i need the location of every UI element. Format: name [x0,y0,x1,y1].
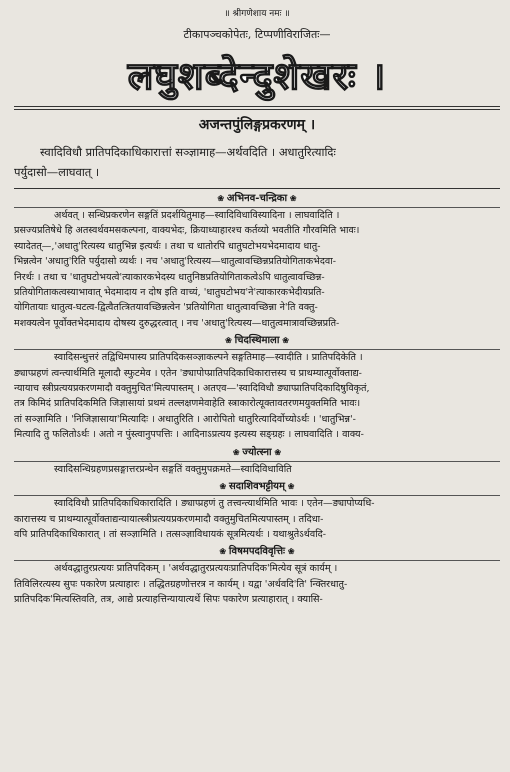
commentary-heading [14,445,500,460]
commentary-paragraph [14,350,500,442]
commentary-line: निरर्थः । तथा च 'धातुघटोभयत्वे'त्याकारकभेदस्य धातुनिष्ठप्रतियोगिताकत्वेऽपि धातुत्वावच्छिन्न- [14,271,325,283]
commentary-paragraph [14,496,500,542]
commentary-paragraph [14,208,500,331]
commentary-line: मित्यादि तु फलितोऽर्थः । अतो न पुंस्त्वानुपपत्तिः । आदिनाऽप्रत्यय इत्यस्य सङ्ग्रहः । लाघवादिति । वाक्य- [14,429,364,441]
commentary-line: प्रातिपदिक'मित्यस्तिवति, तत्र, आद्ये प्रत्याहत्तिन्यायात्यर्थे सिपः पकारेण प्रत्याहारात् । क्यासि- [14,594,323,606]
invocation: ॥ श्रीगणेशाय नमः ॥ [224,9,290,19]
flower-ornament-icon: ❀ [271,446,282,457]
commentary-line: योगितायाः धातुत्व-घटत्व-द्वित्वैतत्त्रितयावच्छिन्नत्वेन 'प्रतियोगिता धातुत्वावच्छिन्ना ने'ति वक्तु- [14,302,318,314]
commentary-line: तिविलिरत्यस्य सुपः पकारेण प्रत्याहारः । तद्धितग्रहणोत्तरत्र न कार्यम् । यद्वा 'अर्थवदि'ति' न्क्तिरधातु- [14,578,348,590]
commentary-heading-label: सदाशिवभट्टीयम् [229,481,285,493]
commentary-heading [14,544,500,559]
commentary-heading [14,191,500,206]
commentary-heading [14,479,500,494]
commentary-line: स्वादिसन्धुत्तरं तद्विधिमपास्य प्रातिपदिकसञ्ज्ञाकल्पने सङ्गतिमाह—स्वादीति । प्रातिपदिकेति । [54,352,363,364]
flower-ornament-icon: ❀ [284,481,295,492]
commentary-heading-label: चिदस्थिमाला [234,335,280,347]
page-title: लघुशब्देन्दुशेखरः । [127,53,387,98]
mula-line: पर्युदासो—लाघवात् । [14,165,100,179]
mula-text [14,142,500,182]
commentary-heading [14,333,500,348]
commentary-line: भिन्नत्वेन 'अधातु'रिति पर्युदासो व्यर्थः । नच 'अधातु'रित्यस्य—धातुत्वावच्छिन्नप्रतियोगिताकभेदवा- [14,256,336,268]
commentary-line: वपि प्रातिपदिकाधिकारात् । तां सञ्ज्ञामिति । तत्सञ्ज्ञाविधायकं सूत्रमित्यर्थः । यथाश्रुतेऽर्थवदि- [14,528,327,540]
commentary-heading-label: ज्योत्स्ना [242,446,272,458]
mula-line: स्वादिविधौ प्रातिपदिकाधिकारात्तां सञ्ज्ञामाह—अर्थवदिति । अधातुरित्यादिः [40,145,336,159]
flower-ornament-icon: ❀ [279,335,289,346]
flower-ornament-icon: ❀ [287,193,297,203]
commentary-line: स्वादिसन्धिग्रहणप्रसङ्गात्तरप्रन्थेन सङ्गतिं वक्तुमुपक्रमते—स्वादिविधाविति [54,463,292,475]
commentary-paragraph [14,462,500,477]
mula-divider [14,188,500,189]
commentary-line: कारात्तस्य च प्राथम्यात्पूर्वोक्ताद्यन्यायात्स्त्रीप्रत्ययप्रकरणमादौ वक्तुमुचितमित्यपास्तम् । तदिधा- [14,513,324,525]
commentary-line: अर्थवत् । सन्धिप्रकरणेन सङ्गतिं प्रदर्शयितुमाह—स्वादिविधाविस्यादिना । लाघवादिति । [54,210,340,221]
commentary-heading-label: विषमपदविवृत्तिः [228,546,286,558]
flower-ornament-icon: ❀ [225,335,235,346]
commentary-line: तत्र किमिदं प्रातिपदिकमिति जिज्ञासायां प्रथमं तल्लक्षणमेवाहेति स्त्राकारोत्यूक्तावतरणमयुक्तमिति भावः। [14,398,361,410]
commentary-line: ङ्याप्प्रहणं त्वन्त्यार्थमिति मूलादौ स्फुटमेव । एतेन 'ङ्यापोप्प्रातिपदिकाधिकारात्तस्य च प्राथम्यात्पूर्वोक्ताद्य- [14,367,362,379]
commentary-line: स्यादेतत्—,'अधातु'रित्यस्य धातुभिन्न इत्यर्थः । तथा च धातोरपि धातुघटोभयभेदमादाय धातु- [14,240,321,252]
flower-ornament-icon: ❀ [285,546,295,557]
commentary-line: स्वादिविधौ प्रातिपदिकाधिकारादिति । ङ्याप्प्रहणं तु तत्त्वन्त्यार्थमिति भावः । एतेन—ङ्यापोप्यधि- [54,498,375,510]
flower-ornament-icon: ❀ [219,546,229,557]
flower-ornament-icon: ❀ [219,481,230,492]
commentary-line: अर्थवद्धातुरप्रत्ययः प्रातिपदिकम् । 'अर्थवद्धातुरप्रत्ययःप्रातिपदिक'मित्येव सूत्रं कार्यम् । [54,563,338,575]
commentary-paragraph [14,561,500,607]
commentary-line: प्रसज्यप्रतिषेधे हि अतस्वर्थवमसकल्पना, वाक्यभेदः, क्रियाध्याहारश्च कर्तव्यो भवतीति गौरवमिति भावः। [14,225,360,237]
commentary-line: मशक्यत्वेन पूर्वोक्तभेदमादाय दोषस्य दुरुद्धरत्वात् । नच 'अधातु'रित्यस्य—धातुत्वमात्रावच्छिन्नप्रति- [14,317,340,329]
commentary-line: प्रतियोगिताकत्वस्याभावात् भेदमादाय न दोष इति वाच्यं, 'धातुघटोभय'ने'त्याकारकभेदीयप्रति- [14,287,325,299]
chapter-title: अजन्तपुंलिङ्गप्रकरणम् । [198,117,316,133]
title-rule-bottom [14,109,500,110]
subtitle: टीकापञ्चकोपेतः, टिप्पणीविराजितः— [183,28,331,41]
flower-ornament-icon: ❀ [217,193,227,203]
commentary-heading-label: अभिनव-चन्द्रिका [226,193,288,204]
commentary-line: तां सञ्ज्ञामिति । 'निजिज्ञासाया'मित्यादिः । अधातुरिति । आरोपितो धातुरित्यादिर्वोच्योऽर्थः । 'धातुभिन्न'- [14,413,356,425]
commentary-line: न्यायाच स्त्रीप्रत्ययप्रकरणमादौ वक्तुमुचित'मित्यपास्तम् । अतएव—'स्वादिविधौ ङ्याप्प्रातिपदिकादिषुविकृतं, [14,383,370,395]
flower-ornament-icon: ❀ [232,446,243,457]
title-rule-top [14,106,500,107]
commentary-sections [14,191,500,608]
